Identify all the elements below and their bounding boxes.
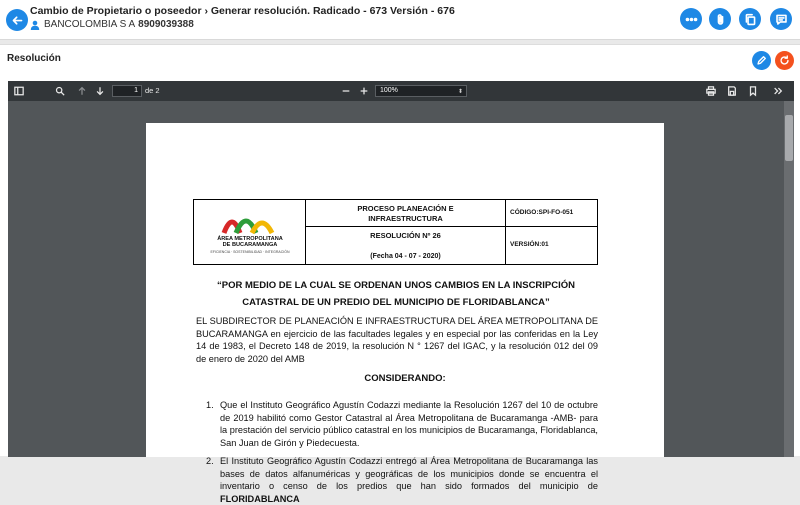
document-title <box>186 277 606 311</box>
municipality-name: FLORIDABLANCA <box>220 493 300 504</box>
select-caret-icon: ⬍ <box>457 89 463 95</box>
user-icon <box>30 20 40 30</box>
pencil-icon <box>756 55 767 66</box>
minus-icon <box>341 86 351 96</box>
list-item-text: Que el Instituto Geográfico Agustín Codazzi mediante la Resolución 1267 del 10 de octubre de 2019 habilitó como Gestor Catastral al Área Metropolitana de Bucaramanga -AMB- para la prestación del servicio público catastral en los municipios de Bucaramanga, Floridablanca, San Juan de Girón y Piedecuesta. <box>220 400 598 448</box>
comment-icon <box>775 13 788 26</box>
zoom-select[interactable] <box>375 85 467 97</box>
page-title: Cambio de Propietario o poseedor › Generar resolución. Radicado - 673 Versión - 676 <box>30 5 455 17</box>
search-icon <box>55 86 65 96</box>
resolution-section <box>0 44 800 504</box>
top-bar <box>0 0 800 40</box>
copy-button[interactable] <box>739 8 761 30</box>
arrow-left-icon <box>11 14 24 27</box>
resolution-date: (Fecha 04 - 07 - 2020) <box>370 253 441 260</box>
process-line-2: INFRAESTRUCTURA <box>368 214 443 223</box>
section-title: Resolución <box>7 53 61 64</box>
bookmark-button[interactable] <box>747 85 759 97</box>
logo-tagline: EFICIENCIA · SOSTENIBILIDAD · INTEGRACIÓN <box>210 250 290 254</box>
document-code: CÓDIGO:SPI-FO-051 <box>506 200 598 227</box>
print-button[interactable] <box>705 85 717 97</box>
tools-button[interactable] <box>772 85 784 97</box>
sidebar-icon <box>14 86 24 96</box>
document-header-table <box>193 199 598 265</box>
zoom-in-button[interactable] <box>358 85 370 97</box>
previous-page-button[interactable] <box>76 85 88 97</box>
sidebar-toggle-button[interactable] <box>13 85 25 97</box>
logo-text <box>200 236 300 248</box>
logo-cell <box>194 200 306 264</box>
title-line-1: “POR MEDIO DE LA CUAL SE ORDENAN UNOS CAMBIOS EN LA INSCRIPCIÓN <box>216 280 576 291</box>
process-cell <box>306 200 506 264</box>
save-icon <box>727 86 737 96</box>
list-item-text <box>220 455 598 505</box>
regenerate-button[interactable] <box>775 51 794 70</box>
process-line-1: PROCESO PLANEACIÓN E <box>357 204 454 213</box>
find-button[interactable] <box>54 85 66 97</box>
bookmark-icon <box>748 86 758 96</box>
owner-info <box>30 19 194 30</box>
back-button[interactable] <box>6 9 28 31</box>
meta-cell <box>506 200 598 264</box>
document-page <box>146 123 664 504</box>
double-chevron-right-icon <box>773 86 783 96</box>
list-item <box>206 399 598 449</box>
title-line-2: CATASTRAL DE UN PREDIO DEL MUNICIPIO DE FLORIDABLANCA” <box>242 297 550 308</box>
resolution-number: RESOLUCIÓN Nº 26 <box>370 231 441 240</box>
more-options-button[interactable] <box>680 8 702 30</box>
considering-heading: CONSIDERANDO: <box>364 373 446 384</box>
plus-icon <box>359 86 369 96</box>
document-version: VERSIÓN:01 <box>510 241 549 248</box>
intro-paragraph: EL SUBDIRECTOR DE PLANEACIÓN E INFRAESTRUCTURA DEL ÁREA METROPOLITANA DE BUCARAMANGA en ejercicio de las facultades legales y en especial por las conferidas en la Ley 14 de 1983, el Decreto 148 de 2019, la resolución N ° 1267 del IGAC, y la resolución 012 del 09 de enero de 2020 del AMB <box>196 316 598 364</box>
more-horizontal-icon <box>685 13 698 26</box>
resolution-cell <box>306 227 505 264</box>
printer-icon <box>706 86 716 96</box>
vertical-scrollbar[interactable] <box>784 101 794 457</box>
attach-button[interactable] <box>709 8 731 30</box>
scrollbar-thumb[interactable] <box>785 115 793 161</box>
page-count: de 2 <box>145 86 160 95</box>
amb-logo-icon <box>218 209 280 235</box>
edit-button[interactable] <box>752 51 771 70</box>
pdf-viewer <box>8 81 794 504</box>
company-nit: 8909039388 <box>138 19 194 30</box>
list-item <box>206 455 598 505</box>
logo-line-2: DE BUCARAMANGA <box>222 242 278 248</box>
list-item-number: 1. <box>206 400 214 410</box>
pdf-toolbar <box>8 81 794 101</box>
paperclip-icon <box>714 13 727 26</box>
list-item-number: 2. <box>206 456 214 466</box>
comments-button[interactable] <box>770 8 792 30</box>
refresh-icon <box>779 55 790 66</box>
process-name <box>306 200 505 227</box>
download-button[interactable] <box>726 85 738 97</box>
zoom-out-button[interactable] <box>340 85 352 97</box>
next-page-button[interactable] <box>94 85 106 97</box>
list-item-text-body: El Instituto Geográfico Agustín Codazzi entregó al Área Metropolitana de Bucaramanga las bases de datos alfanuméricas y geográficas de los municipios donde se encuentra el inventario o censo de los predios que han sido formados del municipio de <box>220 456 598 491</box>
zoom-value: 100% <box>380 87 398 94</box>
logo-line-1: ÁREA METROPOLITANA <box>217 236 283 242</box>
company-name: BANCOLOMBIA S A <box>44 19 136 30</box>
copy-icon <box>744 13 757 26</box>
page-number-input[interactable]: 1 <box>112 85 142 97</box>
arrow-down-icon <box>95 86 105 96</box>
arrow-up-icon <box>77 86 87 96</box>
